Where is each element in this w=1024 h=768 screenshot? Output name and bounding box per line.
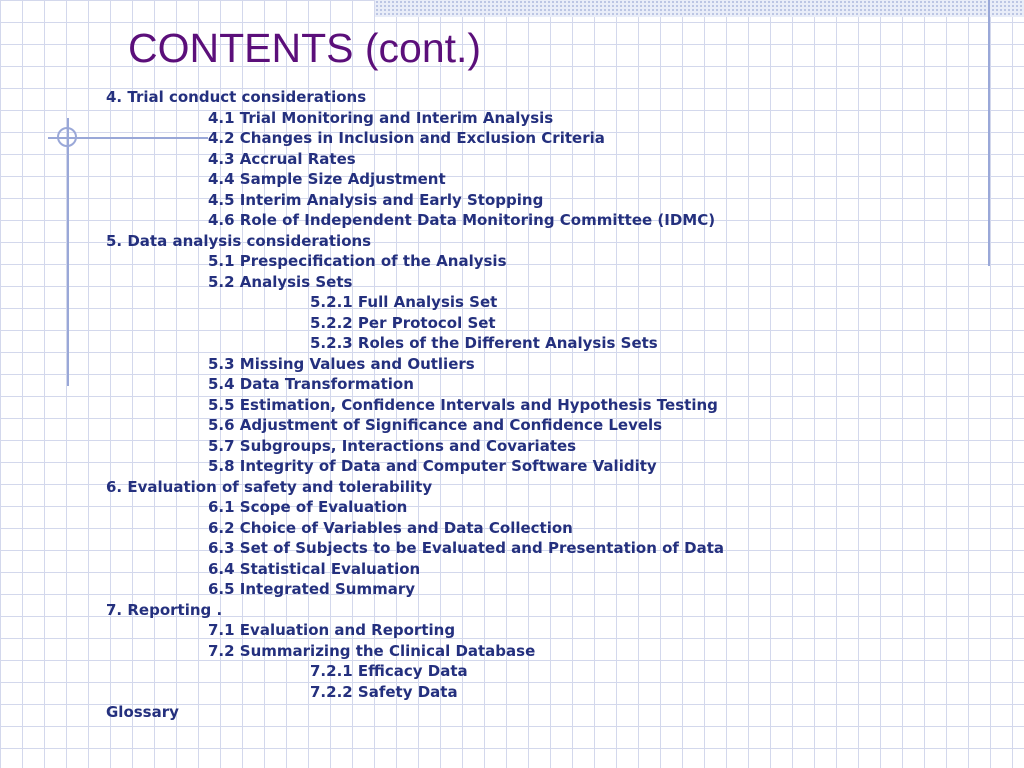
- toc-entry-level-2: 7.2 Summarizing the Clinical Database: [208, 641, 536, 660]
- toc-entry-level-2: 6.3 Set of Subjects to be Evaluated and Presentation of Data: [208, 539, 725, 557]
- toc-entry-level-2: 5.3 Missing Values and Outliers: [208, 354, 475, 373]
- toc-entry-level-3: 7.2.1 Efficacy Data: [310, 662, 468, 680]
- toc-entry-level-2: 5.4 Data Transformation: [208, 375, 414, 393]
- toc-entry-level-2: 5.1 Prespecification of the Analysis: [208, 252, 507, 270]
- toc-entry-level-2: 5.5 Estimation, Confidence Intervals and Hypothesis Testing: [208, 395, 718, 414]
- toc-entry-level-2: 6.5 Integrated Summary: [208, 580, 415, 598]
- toc-entry-level-2: 6.4 Statistical Evaluation: [208, 559, 421, 578]
- toc-entry-level-2: 6.1 Scope of Evaluation: [208, 498, 408, 516]
- toc-entry-level-3: 5.2.1 Full Analysis Set: [310, 293, 498, 311]
- toc-entry-level-1: Glossary: [106, 703, 179, 721]
- toc-entry-level-3: 7.2.2 Safety Data: [310, 682, 458, 701]
- toc-entry-level-2: 4.5 Interim Analysis and Early Stopping: [208, 190, 544, 209]
- toc-entry-level-2: 5.6 Adjustment of Significance and Confidence Levels: [208, 416, 663, 434]
- toc-entry-level-2: 4.6 Role of Independent Data Monitoring Committee (IDMC): [208, 211, 716, 229]
- toc-entry-level-2: 7.1 Evaluation and Reporting: [208, 621, 456, 639]
- table-of-contents: [0, 87, 724, 723]
- toc-entry-level-2: 4.1 Trial Monitoring and Interim Analysis: [208, 108, 554, 127]
- toc-entry-level-2: 4.4 Sample Size Adjustment: [208, 170, 446, 188]
- toc-entry-level-1: 4. Trial conduct considerations: [106, 88, 367, 106]
- decorative-vertical-line-right: [988, 0, 990, 266]
- toc-entry-level-2: 5.7 Subgroups, Interactions and Covariates: [208, 436, 577, 455]
- decorative-top-band: [375, 0, 1024, 17]
- toc-entry-level-1: 5. Data analysis considerations: [106, 231, 372, 250]
- toc-entry-level-3: 5.2.3 Roles of the Different Analysis Sets: [310, 334, 658, 352]
- toc-entry-level-1: 6. Evaluation of safety and tolerability: [106, 477, 433, 496]
- toc-entry-level-2: 5.8 Integrity of Data and Computer Software Validity: [208, 457, 657, 475]
- toc-entry-level-2: 4.2 Changes in Inclusion and Exclusion Criteria: [208, 129, 605, 147]
- toc-entry-level-2: 4.3 Accrual Rates: [208, 149, 356, 168]
- toc-entry-level-2: 6.2 Choice of Variables and Data Collection: [208, 518, 573, 537]
- toc-entry-level-3: 5.2.2 Per Protocol Set: [310, 313, 496, 332]
- toc-entry-level-2: 5.2 Analysis Sets: [208, 272, 353, 291]
- toc-entry-level-1: 7. Reporting .: [106, 600, 223, 619]
- slide-title: CONTENTS (cont.): [128, 25, 482, 71]
